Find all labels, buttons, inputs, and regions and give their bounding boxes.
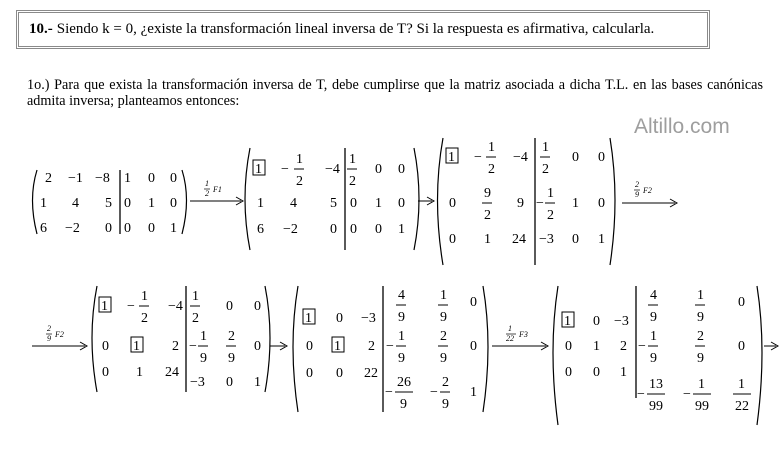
m5-cell: −3	[361, 311, 376, 326]
m3-cell: 0	[449, 196, 456, 211]
m5-cell: 0	[336, 366, 343, 381]
svg-text:−: −	[189, 339, 197, 354]
m1-cell: 2	[45, 171, 52, 186]
m6-cell: 2	[620, 339, 627, 354]
m6-cell: 0	[565, 365, 572, 380]
m5-cell: 0	[470, 295, 477, 310]
m2-cell: 1	[375, 196, 382, 211]
svg-text:1: 1	[738, 377, 745, 392]
matrix-3	[438, 138, 616, 265]
m2-cell: 0	[375, 222, 382, 237]
svg-text:F2: F2	[55, 330, 64, 339]
m5-cell: 22	[364, 366, 378, 381]
arrow-end	[764, 342, 778, 350]
svg-text:−: −	[385, 385, 393, 400]
m1-cell: 0	[170, 171, 177, 186]
svg-text:9: 9	[200, 351, 207, 366]
m6-cell: 1	[564, 314, 571, 329]
svg-text:9: 9	[47, 334, 51, 343]
m2-cell: 0	[398, 196, 405, 211]
svg-text:2: 2	[296, 174, 303, 189]
svg-text:2: 2	[488, 162, 495, 177]
svg-text:1: 1	[547, 186, 554, 201]
m4-cell: 1	[101, 299, 108, 314]
m4-cell: 1	[133, 339, 140, 354]
svg-text:22: 22	[506, 334, 514, 343]
m3-cell: −3	[539, 232, 554, 247]
m4-cell: −3	[190, 375, 205, 390]
svg-text:1: 1	[488, 140, 495, 155]
svg-text:−: −	[637, 387, 645, 402]
row-operation-4	[492, 324, 548, 350]
svg-text:0: 0	[598, 196, 605, 211]
m6-cell: 0	[593, 365, 600, 380]
svg-text:−: −	[536, 196, 544, 211]
svg-text:0: 0	[375, 162, 382, 177]
row-operation-2	[622, 180, 677, 207]
m2-cell: 6	[257, 222, 264, 237]
svg-text:9: 9	[228, 351, 235, 366]
m1-cell: 0	[105, 221, 112, 236]
m2-cell: 5	[330, 196, 337, 211]
m3-cell: 0	[449, 232, 456, 247]
svg-text:F1: F1	[213, 185, 222, 194]
svg-text:1: 1	[205, 179, 209, 188]
svg-text:−4: −4	[168, 299, 183, 314]
svg-text:9: 9	[650, 351, 657, 366]
m4-cell: 2	[172, 339, 179, 354]
svg-text:9: 9	[635, 190, 639, 199]
svg-text:1: 1	[572, 196, 579, 211]
m3-cell: 1	[484, 232, 491, 247]
svg-text:9: 9	[440, 310, 447, 325]
svg-text:2: 2	[484, 208, 491, 223]
m2-cell: 0	[350, 222, 357, 237]
svg-text:−: −	[281, 162, 289, 177]
svg-text:1: 1	[296, 152, 303, 167]
m5-cell: 1	[334, 339, 341, 354]
m1-cell: 0	[170, 196, 177, 211]
svg-text:1: 1	[698, 377, 705, 392]
svg-text:−: −	[474, 150, 482, 165]
problem-number: 10.-	[29, 21, 53, 37]
svg-text:1: 1	[542, 140, 549, 155]
svg-text:4: 4	[650, 288, 657, 303]
m3-cell: 1	[598, 232, 605, 247]
m3-cell: 0	[572, 232, 579, 247]
svg-text:F3: F3	[519, 330, 528, 339]
svg-text:2: 2	[442, 375, 449, 390]
m1-cell: −8	[95, 171, 110, 186]
m5-cell: 0	[306, 366, 313, 381]
m2-cell: 0	[350, 196, 357, 211]
svg-text:4: 4	[398, 288, 405, 303]
m6-cell: 1	[593, 339, 600, 354]
row-operation-1	[190, 179, 243, 205]
arrow-5	[270, 342, 287, 350]
svg-text:0: 0	[598, 150, 605, 165]
svg-text:−: −	[430, 385, 438, 400]
m1-cell: −2	[65, 221, 80, 236]
m1-cell: 0	[148, 221, 155, 236]
m5-cell: 0	[306, 339, 313, 354]
m3-cell: 24	[512, 232, 526, 247]
m5-cell: 1	[470, 385, 477, 400]
svg-text:−: −	[127, 299, 135, 314]
svg-text:−: −	[386, 339, 394, 354]
problem-text: Siendo k = 0, ¿existe la transformación lineal inversa de T? Si la respuesta es afirmativa, calcularla.	[56, 21, 655, 37]
svg-text:2: 2	[547, 208, 554, 223]
svg-text:1: 1	[650, 329, 657, 344]
matrix-1	[33, 170, 187, 236]
svg-text:0: 0	[226, 299, 233, 314]
svg-text:26: 26	[397, 375, 411, 390]
svg-text:9: 9	[697, 351, 704, 366]
matrix-2	[245, 148, 419, 250]
svg-text:2: 2	[47, 324, 51, 333]
m1-cell: 1	[124, 171, 131, 186]
m5-cell: 2	[368, 339, 375, 354]
svg-text:2: 2	[349, 174, 356, 189]
m1-cell: 1	[40, 196, 47, 211]
svg-text:1: 1	[349, 152, 356, 167]
m1-cell: 6	[40, 221, 47, 236]
m2-cell: 1	[255, 162, 262, 177]
svg-text:2: 2	[141, 311, 148, 326]
m1-cell: 0	[124, 221, 131, 236]
svg-text:9: 9	[484, 186, 491, 201]
m1-cell: 4	[72, 196, 79, 211]
m2-cell: 0	[330, 222, 337, 237]
svg-text:9: 9	[400, 397, 407, 412]
svg-text:2: 2	[205, 189, 209, 198]
svg-text:1: 1	[200, 329, 207, 344]
svg-text:0: 0	[572, 150, 579, 165]
m2-cell: 1	[398, 222, 405, 237]
svg-text:99: 99	[649, 399, 663, 414]
svg-text:−4: −4	[325, 162, 340, 177]
svg-text:2: 2	[697, 329, 704, 344]
m6-cell: 0	[738, 339, 745, 354]
svg-text:1: 1	[508, 324, 512, 333]
m2-cell: 4	[290, 196, 297, 211]
svg-text:0: 0	[254, 299, 261, 314]
m4-cell: 0	[226, 375, 233, 390]
matrix-6	[553, 286, 762, 425]
m6-cell: 1	[620, 365, 627, 380]
m2-cell: −2	[283, 222, 298, 237]
svg-text:1: 1	[398, 329, 405, 344]
m2-cell: 1	[257, 196, 264, 211]
svg-text:2: 2	[542, 162, 549, 177]
m1-cell: 1	[170, 221, 177, 236]
svg-text:9: 9	[517, 196, 524, 211]
svg-text:9: 9	[650, 310, 657, 325]
svg-text:1: 1	[697, 288, 704, 303]
svg-text:9: 9	[398, 310, 405, 325]
m6-cell: 0	[738, 295, 745, 310]
m6-cell: 0	[593, 314, 600, 329]
svg-text:9: 9	[442, 397, 449, 412]
m3-cell: 1	[448, 150, 455, 165]
svg-text:9: 9	[398, 351, 405, 366]
svg-text:2: 2	[635, 180, 639, 189]
m6-cell: 0	[565, 339, 572, 354]
svg-text:−: −	[638, 339, 646, 354]
m1-cell: 1	[148, 196, 155, 211]
matrix-4	[92, 286, 270, 392]
row-operation-3	[32, 324, 87, 350]
svg-text:2: 2	[192, 311, 199, 326]
svg-text:99: 99	[695, 399, 709, 414]
svg-text:22: 22	[735, 399, 749, 414]
arrow-2	[418, 197, 434, 205]
svg-text:9: 9	[697, 310, 704, 325]
m1-cell: 5	[105, 196, 112, 211]
m4-cell: 0	[254, 339, 261, 354]
intro-paragraph: 1o.) Para que exista la transformación inversa de T, debe cumplirse que la matriz asociada a dicha T.L. en las bases canónicas admita inversa; planteamos entonces:	[27, 77, 763, 109]
m4-cell: 0	[102, 339, 109, 354]
svg-text:−4: −4	[513, 150, 528, 165]
watermark: Altillo.com	[634, 115, 730, 138]
m4-cell: 24	[165, 365, 179, 380]
svg-text:F2: F2	[643, 186, 652, 195]
m6-cell: −3	[614, 314, 629, 329]
svg-text:1: 1	[440, 288, 447, 303]
svg-text:1: 1	[192, 289, 199, 304]
svg-text:9: 9	[440, 351, 447, 366]
m1-cell: −1	[68, 171, 83, 186]
m1-cell: 0	[148, 171, 155, 186]
matrix-5	[293, 286, 488, 412]
m5-cell: 0	[470, 339, 477, 354]
m4-cell: 1	[254, 375, 261, 390]
svg-text:2: 2	[440, 329, 447, 344]
svg-text:1: 1	[141, 289, 148, 304]
m4-cell: 0	[102, 365, 109, 380]
m5-cell: 1	[305, 311, 312, 326]
m5-cell: 0	[336, 311, 343, 326]
m1-cell: 0	[124, 196, 131, 211]
svg-text:0: 0	[398, 162, 405, 177]
svg-text:13: 13	[649, 377, 663, 392]
svg-text:−: −	[683, 387, 691, 402]
m4-cell: 1	[136, 365, 143, 380]
svg-text:2: 2	[228, 329, 235, 344]
